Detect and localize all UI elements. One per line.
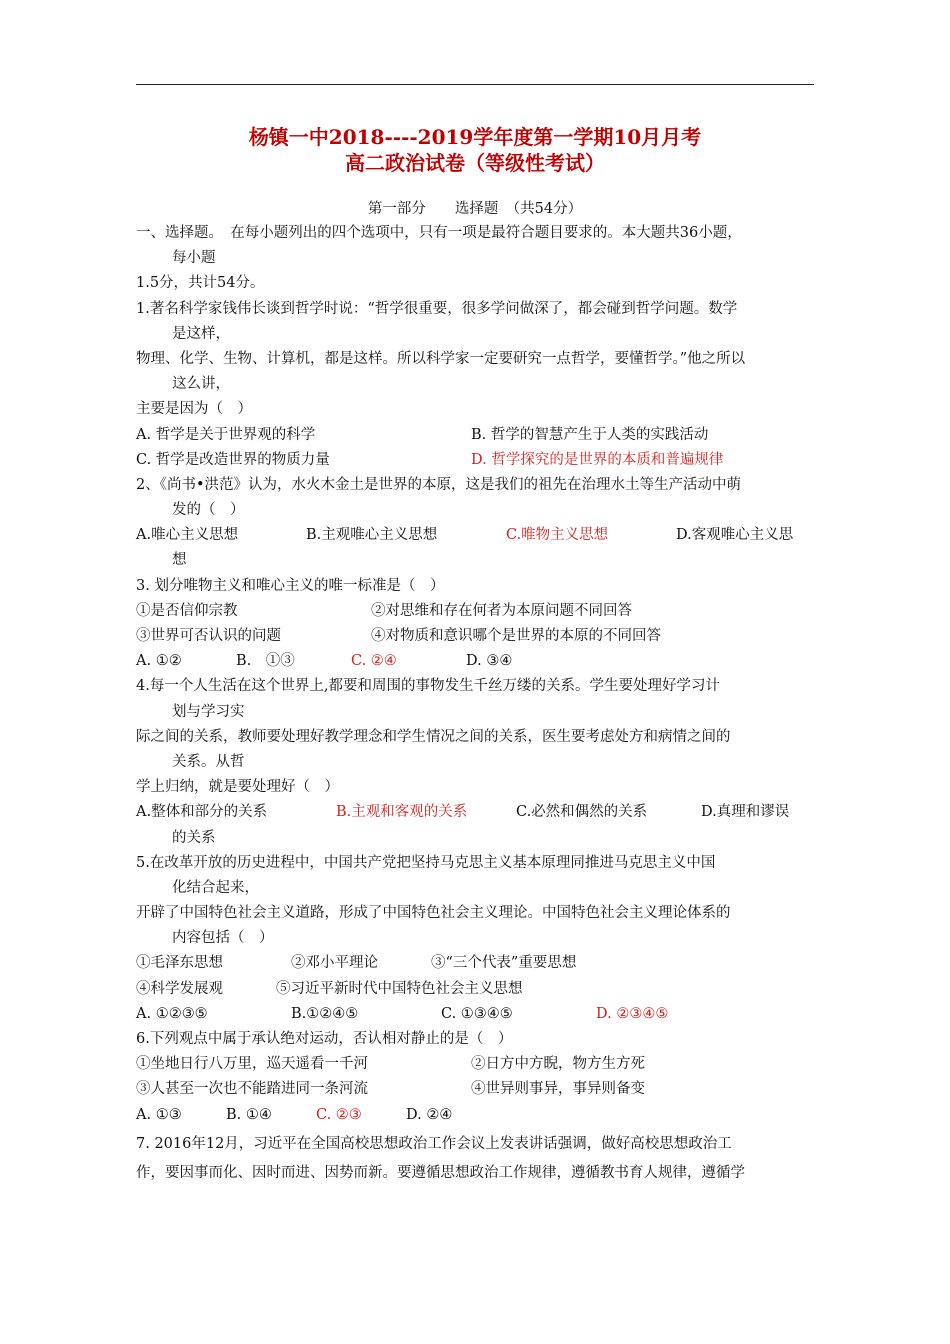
q7-stem: 7. 2016年12月，习近平在全国高校思想政治工作会议上发表讲话强调，做好高校思想政治工 <box>136 1135 732 1152</box>
q3-items-row <box>136 624 816 649</box>
q5-stem: 开辟了中国特色社会主义道路，形成了中国特色社会主义理论。中国特色社会主义理论体系的 <box>136 905 731 922</box>
q4-stem: 学上归纳，就是要处理好（ ） <box>136 779 339 796</box>
q3-option-b: B. ①③ <box>236 653 295 670</box>
q6-item-4: ④世异则事异，事异则备变 <box>471 1081 645 1098</box>
q1-stem: 是这样， <box>172 325 230 342</box>
q1-options-row <box>136 423 816 448</box>
q4-stem: 4.每一个人生活在这个世界上,都要和周围的事物发生千丝万缕的关系。学生要处理好学习计 <box>136 678 720 695</box>
q1-stem: 主要是因为（ ） <box>136 401 252 418</box>
q1-option-d-answer: D. 哲学探究的是世界的本质和普遍规律 <box>471 451 724 468</box>
q6-item-3: ③人甚至一次也不能踏进同一条河流 <box>136 1081 368 1098</box>
q5-item-5: ⑤习近平新时代中国特色社会主义思想 <box>276 980 523 997</box>
exam-subtitle: 高二政治试卷（等级性考试） <box>345 151 605 175</box>
q6-stem: 6.下列观点中属于承认绝对运动，否认相对静止的是（ ） <box>136 1031 513 1047</box>
q1-option-b: B. 哲学的智慧产生于人类的实践活动 <box>471 426 709 443</box>
q3-item-4: ④对物质和意识哪个是世界的本原的不同回答 <box>371 628 661 644</box>
header-rule <box>136 84 814 85</box>
q5-option-b: B.①②④⑤ <box>291 1005 359 1022</box>
instructions-line: 一、选择题。 在每小题列出的四个选项中，只有一项是最符合题目要求的。本大题共36小题， <box>136 225 742 241</box>
q1-stem: 1.著名科学家钱伟长谈到哲学时说：“哲学很重要，很多学问做深了，都会碰到哲学问题。数学 <box>136 300 738 317</box>
q2-option-d: D.客观唯心主义思 <box>676 527 794 544</box>
q5-stem: 内容包括（ ） <box>172 930 274 947</box>
q7-stem: 作，要因事而化、因时而进、因势而新。要遵循思想政治工作规律，遵循教书育人规律，遵循学 <box>136 1164 745 1181</box>
q2-option-d-wrap: 想 <box>172 552 187 569</box>
q2-stem: 2、《尚书•洪范》认为，水火木金土是世界的本原，这是我们的祖先在治理水土等生产活动中萌 <box>136 476 742 493</box>
q1-options-row <box>136 448 816 473</box>
q2-options-row <box>136 523 816 548</box>
q3-option-c-answer: C. ②④ <box>351 653 397 670</box>
q6-option-c-answer: C. ②③ <box>316 1106 362 1123</box>
q3-item-1: ①是否信仰宗教 <box>136 602 238 619</box>
q2-option-c-answer: C.唯物主义思想 <box>506 527 609 544</box>
q6-option-d: D. ②④ <box>406 1106 453 1123</box>
q5-item-2: ②邓小平理论 <box>291 955 378 972</box>
q4-stem: 际之间的关系，教师要处理好教学理念和学生情况之间的关系，医生要考虑处方和病情之间的 <box>136 728 731 745</box>
q3-item-2: ②对思维和存在何者为本原问题不同回答 <box>371 602 632 619</box>
q6-item-2: ②日方中方睨，物方生方死 <box>471 1056 645 1073</box>
q6-option-a: A. ①③ <box>136 1106 182 1123</box>
q1-stem: 这么讲， <box>172 376 230 393</box>
q2-option-b: B.主观唯心主义思想 <box>306 527 438 544</box>
q4-stem: 关系。从哲 <box>172 753 245 770</box>
q4-option-d: D.真理和谬误 <box>701 804 790 821</box>
q4-options-row <box>136 800 816 825</box>
q5-stem: 5.在改革开放的历史进程中，中国共产党把坚持马克思主义基本原理同推进马克思主义中国 <box>136 854 716 871</box>
q4-option-b-answer: B.主观和客观的关系 <box>336 804 468 821</box>
q5-item-1: ①毛泽东思想 <box>136 955 223 972</box>
q5-options-row <box>136 1002 816 1027</box>
part-heading: 第一部分 选择题 （共54分） <box>367 201 583 217</box>
q5-item-3: ③“三个代表”重要思想 <box>431 955 577 972</box>
q3-option-d: D. ③④ <box>466 653 513 670</box>
q6-options-row <box>136 1103 816 1128</box>
q1-stem: 物理、化学、生物、计算机，都是这样。所以科学家一定要研究一点哲学，要懂哲学。”他之所以 <box>136 350 746 367</box>
q1-option-c: C. 哲学是改造世界的物质力量 <box>136 451 330 468</box>
q5-stem: 化结合起来， <box>172 879 259 896</box>
q5-items-row <box>136 977 816 1002</box>
q3-item-3: ③世界可否认识的问题 <box>136 628 281 644</box>
q5-items-row <box>136 951 816 976</box>
q4-option-c: C.必然和偶然的关系 <box>516 804 648 821</box>
q6-item-1: ①坐地日行八万里，巡天遥看一千河 <box>136 1056 368 1073</box>
q4-option-a: A.整体和部分的关系 <box>136 804 268 821</box>
q3-options-row <box>136 649 816 674</box>
q5-item-4: ④科学发展观 <box>136 980 223 997</box>
q2-option-a: A.唯心主义思想 <box>136 527 239 544</box>
question-body <box>136 221 816 1186</box>
q4-option-d-wrap: 的关系 <box>172 829 216 846</box>
q3-stem: 3. 划分唯物主义和唯心主义的唯一标准是（ ） <box>136 577 445 594</box>
instructions-line: 1.5分，共计54分。 <box>136 275 265 292</box>
q5-option-d-answer: D. ②③④⑤ <box>596 1005 669 1022</box>
q5-option-a: A. ①②③⑤ <box>136 1005 208 1022</box>
q4-stem: 划与学习实 <box>172 703 245 720</box>
exam-title: 杨镇一中2018----2019学年度第一学期10月月考 <box>248 125 702 149</box>
instructions-line: 每小题 <box>172 250 216 267</box>
q1-option-a: A. 哲学是关于世界观的科学 <box>136 426 316 443</box>
q2-stem: 发的（ ） <box>172 502 245 519</box>
q3-items-row <box>136 599 816 624</box>
q3-option-a: A. ①② <box>136 653 182 670</box>
q5-option-c: C. ①③④⑤ <box>441 1005 513 1022</box>
q6-items-row <box>136 1077 816 1102</box>
q6-items-row <box>136 1052 816 1077</box>
q6-option-b: B. ①④ <box>226 1106 272 1123</box>
